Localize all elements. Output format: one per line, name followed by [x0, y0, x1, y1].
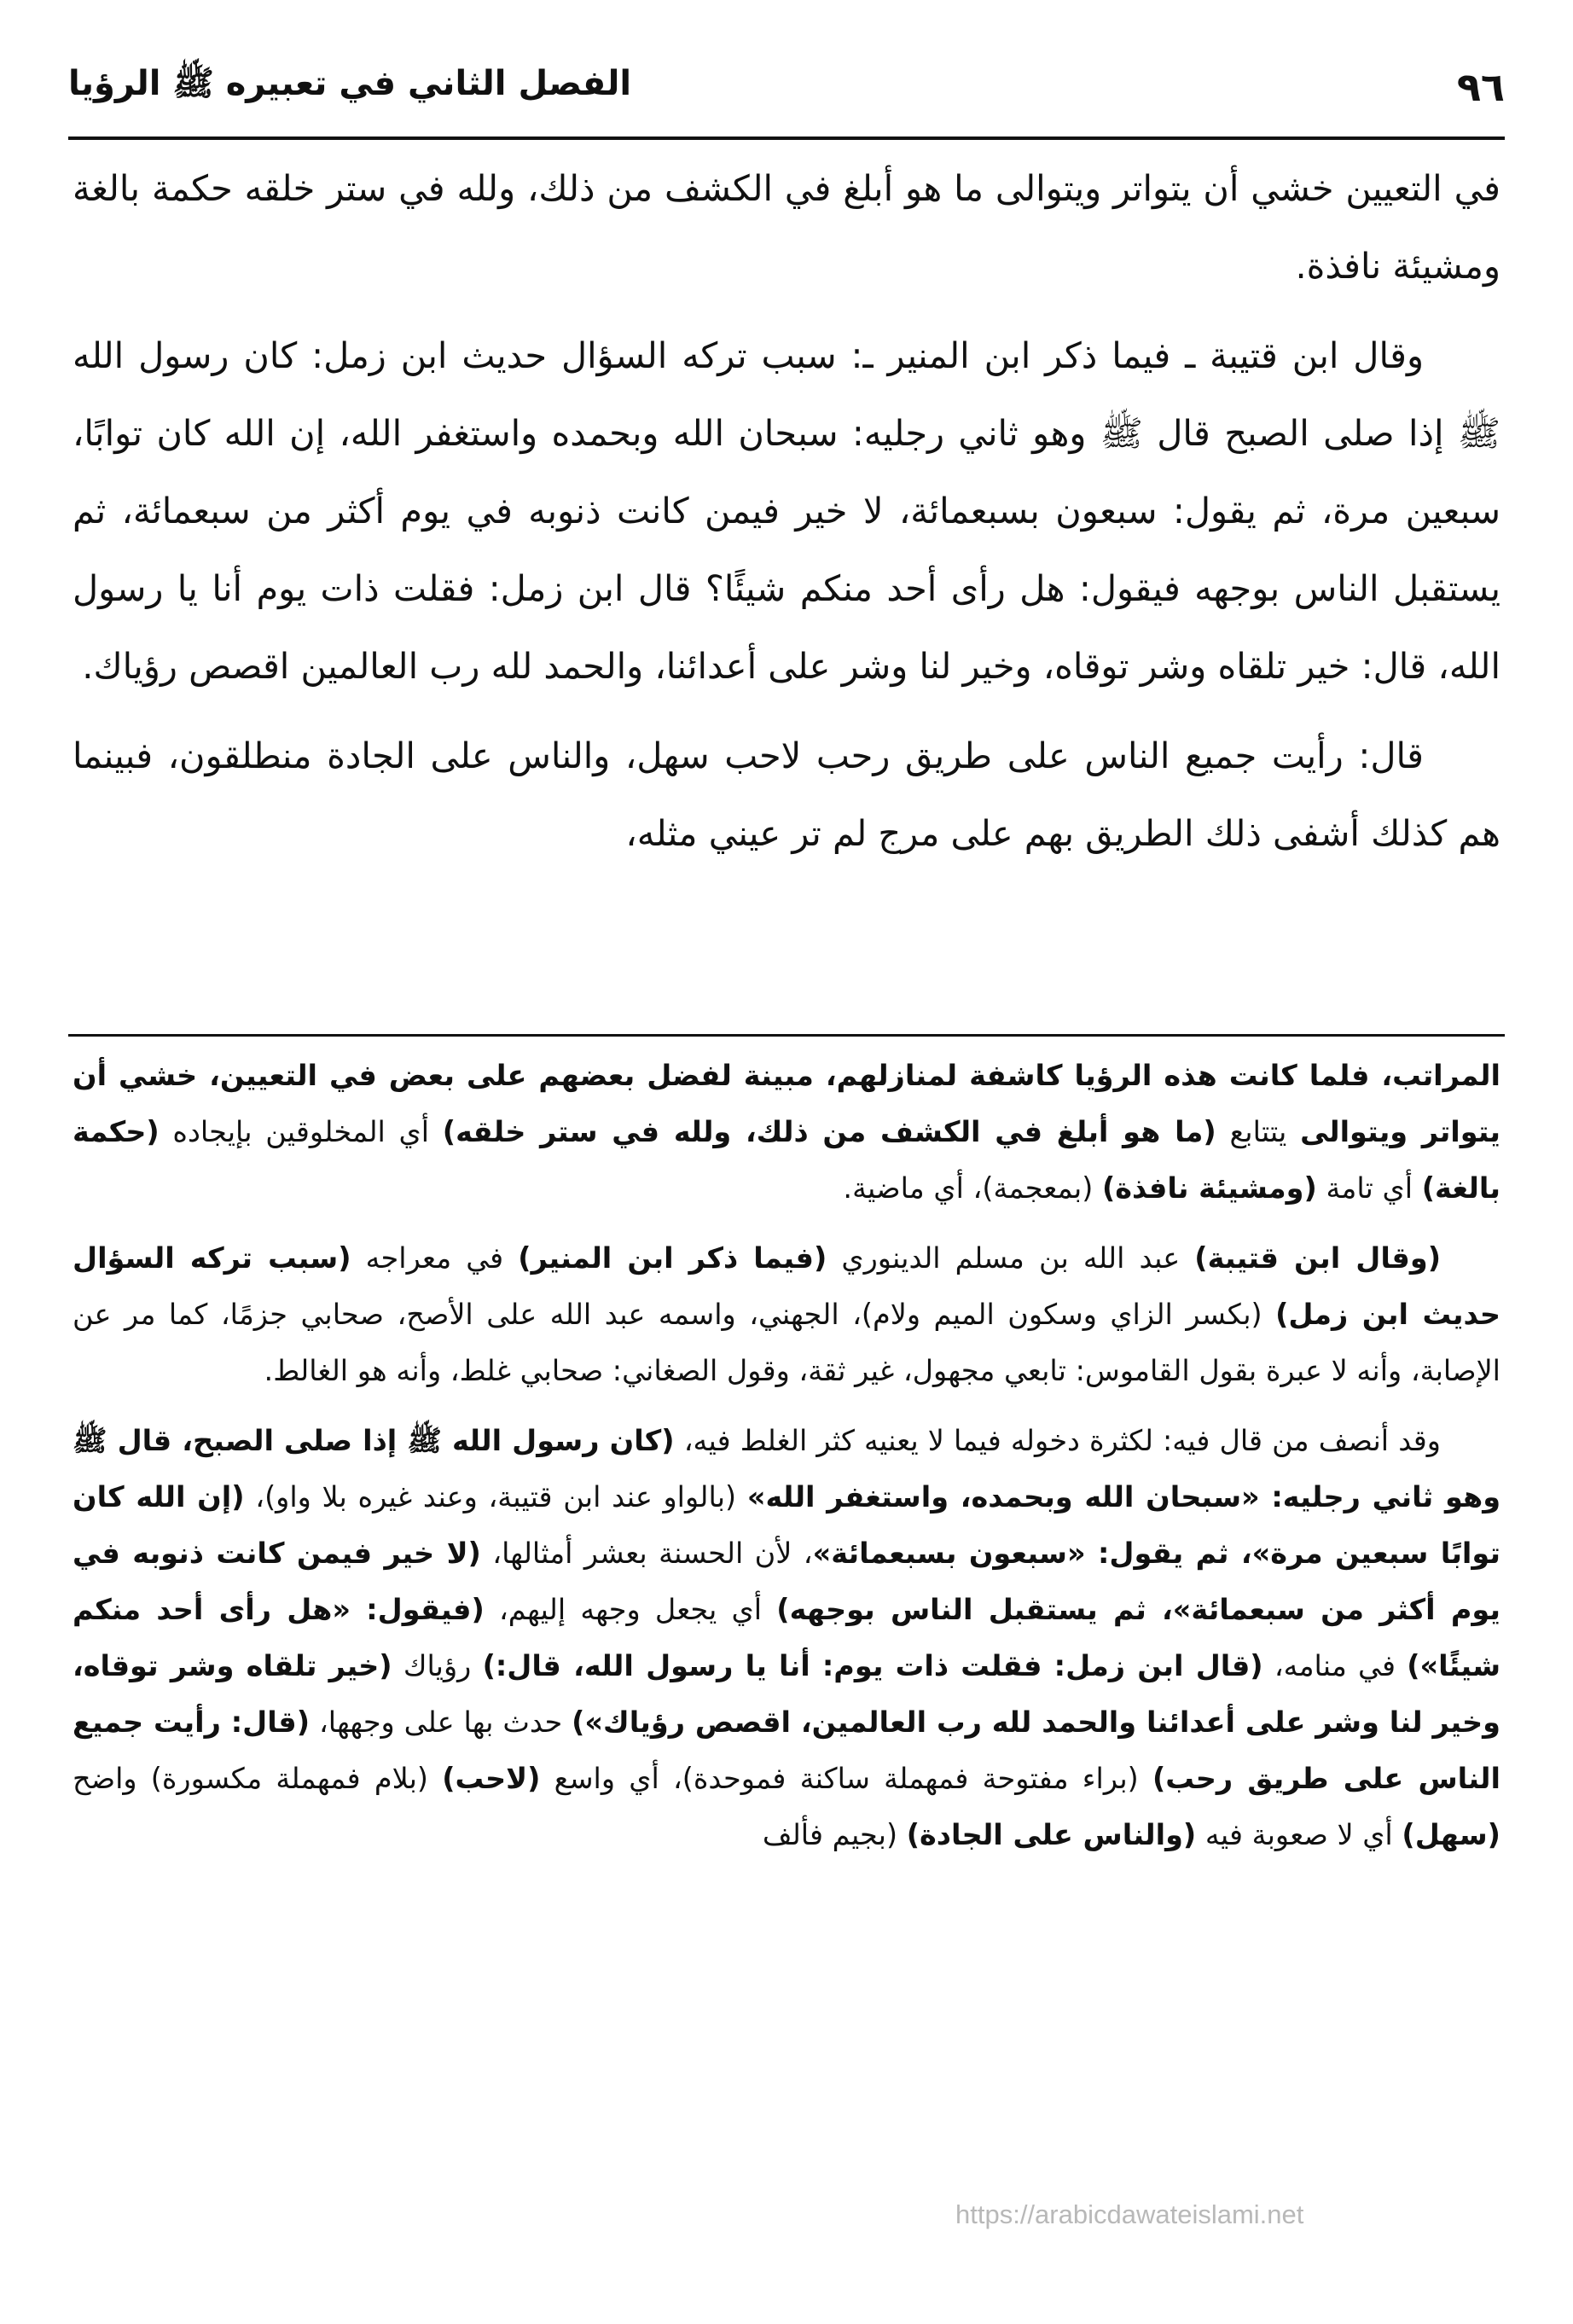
quoted-text-segment: (كان رسول الله ﷺ إذا صلى الصبح، قال ﷺ وهو ثاني رجليه: «سبحان الله وبحمده، واستغفر الله»: [73, 1424, 1501, 1514]
commentary-segment: أي يجعل وجهه إليهم،: [484, 1593, 777, 1626]
quoted-text-segment: (خير تلقاه وشر توقاه، وخير لنا وشر على أعدائنا والحمد لله رب العالمين، اقصص رؤياك»): [73, 1649, 1500, 1739]
main-paragraph-2: وقال ابن قتيبة ـ فيما ذكر ابن المنير ـ: سبب تركه السؤال حديث ابن زمل: كان رسول الله ﷺ إذا صلى الصبح قال ﷺ وهو ثاني رجليه: سبحان الله وبحمده واستغفر الله، إن الله كان توابًا، سبعين مرة، ثم يقول: سبعون بسبعمائة، لا خير فيمن كانت ذنوبه في يوم أكثر من سبعمائة، ثم يستقبل الناس بوجهه فيقول: هل رأى أحد منكم شيئًا؟ قال ابن زمل: فقلت ذات يوم أنا يا رسول الله، قال: خير تلقاه وشر توقاه، وخير لنا وشر على أعدائنا، والحمد لله رب العالمين اقصص رؤياك.: [73, 334, 1500, 687]
commentary-segment: (بلام فمهملة مكسورة) واضح: [73, 1762, 443, 1795]
commentary-segment: حدث بها على وجهها،: [310, 1705, 572, 1739]
running-title: الفصل الثاني في تعبيره ﷺ الرؤيا: [68, 64, 632, 103]
commentary-segment: وقد أنصف من قال فيه: لكثرة دخوله فيما لا يعنيه كثر الغلط فيه،: [674, 1424, 1441, 1457]
source-watermark: https://arabicdawateislami.net: [955, 2199, 1304, 2229]
commentary-segment: عبد الله بن مسلم الدينوري: [827, 1241, 1195, 1275]
commentary-text: [73, 1048, 1500, 1877]
quoted-text-segment: (حكمة بالغة): [73, 1115, 1500, 1205]
main-text: [73, 149, 1500, 884]
quoted-text-segment: (والناس على الجادة): [906, 1818, 1197, 1851]
quoted-text-segment: (لاحب): [442, 1762, 541, 1795]
commentary-segment: يتتابع: [1216, 1115, 1301, 1148]
quoted-text-segment: المراتب، فلما كانت هذه الرؤيا كاشفة لمنازلهم، مبينة لفضل بعضهم على بعض في التعيين، خشي أن يتواتر ويتوالى: [73, 1059, 1501, 1148]
quoted-text-segment: (ومشيئة نافذة): [1101, 1171, 1317, 1205]
commentary-segment: أي لا صعوبة فيه: [1196, 1818, 1402, 1851]
commentary-segment: في معراجه: [351, 1241, 519, 1275]
quoted-text-segment: (قال: رأيت جميع الناس على طريق رحب): [73, 1705, 1500, 1795]
commentary-divider: [68, 1034, 1505, 1037]
quoted-text-segment: (قال ابن زمل: فقلت ذات يوم: أنا يا رسول الله، قال:): [482, 1649, 1263, 1682]
commentary-segment: (براء مفتوحة فمهملة ساكنة فموحدة)، أي واسع: [540, 1762, 1152, 1795]
quoted-text-segment: (سبب تركه السؤال حديث ابن زمل): [73, 1241, 1501, 1331]
quoted-text-segment: (وقال ابن قتيبة): [1194, 1241, 1441, 1275]
commentary-segment: (بكسر الزاي وسكون الميم ولام)، الجهني، واسمه عبد الله على الأصح، صحابي جزمًا، كما مر عن الإصابة، وأنه لا عبرة بقول القاموس: تابعي مجهول، غير ثقة، وقول الصغاني: صحابي غلط، وأنه هو الغالط.: [73, 1298, 1500, 1387]
quoted-text-segment: (فيما ذكر ابن المنير): [518, 1241, 827, 1275]
commentary-segment: ، لأن الحسنة بعشر أمثالها،: [480, 1537, 813, 1570]
header-divider: [68, 137, 1505, 140]
quoted-text-segment: (لا خير فيمن كانت ذنوبه في يوم أكثر من سبعمائة»، ثم يستقبل الناس بوجهه): [73, 1537, 1501, 1626]
running-header: [68, 53, 1505, 121]
commentary-segment: في منامه،: [1262, 1649, 1408, 1682]
commentary-segment: رؤياك: [392, 1649, 483, 1682]
quoted-text-segment: (إن الله كان توابًا سبعين مرة»، ثم يقول: «سبعون بسبعمائة»: [73, 1480, 1500, 1570]
main-paragraph-3: قال: رأيت جميع الناس على طريق رحب لاحب سهل، والناس على الجادة منطلقون، فبينما هم كذلك أشفى ذلك الطريق بهم على مرج لم تر عيني مثله،: [73, 735, 1500, 854]
commentary-segment: (بمعجمة)، أي ماضية.: [843, 1171, 1102, 1205]
page-number: ٩٦: [1456, 64, 1505, 110]
main-paragraph-1: في التعيين خشي أن يتواتر ويتوالى ما هو أبلغ في الكشف من ذلك، ولله في ستر خلقه حكمة بالغة ومشيئة نافذة.: [73, 167, 1500, 287]
commentary-segment: (بالواو عند ابن قتيبة، وعند غيره بلا واو)،: [244, 1480, 747, 1514]
quoted-text-segment: (سهل): [1402, 1818, 1500, 1851]
quoted-text-segment: (ما هو أبلغ في الكشف من ذلك، ولله في ستر خلقه): [442, 1115, 1216, 1148]
commentary-segment: أي المخلوقين بإيجاده: [159, 1115, 443, 1148]
quoted-text-segment: (فيقول: «هل رأى أحد منكم شيئًا»): [73, 1593, 1501, 1682]
commentary-segment: (بجيم فألف: [762, 1818, 907, 1851]
commentary-paragraph-2: [73, 1230, 1500, 1399]
commentary-paragraph-1: [73, 1048, 1500, 1217]
commentary-segment: أي تامة: [1316, 1171, 1422, 1205]
commentary-paragraph-3: [73, 1413, 1500, 1863]
